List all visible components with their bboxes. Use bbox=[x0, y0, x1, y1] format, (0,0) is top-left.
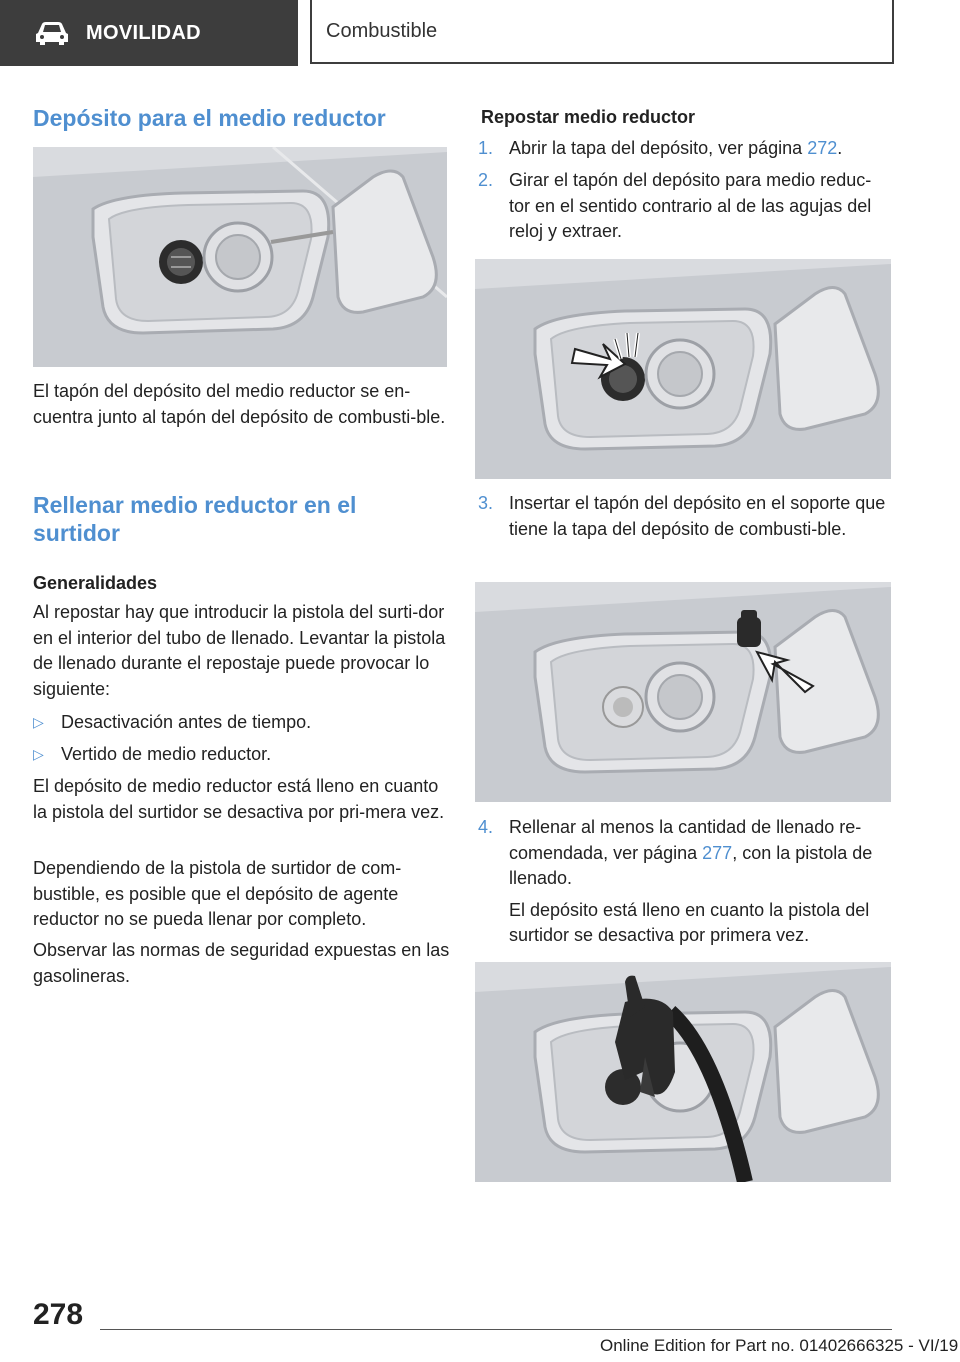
step-1 bbox=[478, 136, 892, 162]
step-number: 3. bbox=[478, 493, 494, 513]
step-number: 4. bbox=[478, 817, 494, 837]
page-number: 278 bbox=[33, 1298, 84, 1331]
page-link-277[interactable]: 277 bbox=[702, 842, 733, 863]
car-icon bbox=[34, 20, 70, 46]
step-number: 2. bbox=[478, 170, 494, 190]
section-tab bbox=[0, 0, 298, 66]
bullet-text: Desactivación antes de tiempo. bbox=[61, 712, 312, 732]
chapter-label: Combustible bbox=[326, 19, 438, 42]
list-item bbox=[33, 742, 447, 768]
step-text: Insertar el tapón del depósito en el soporte que tiene la tapa del depósito de combusti-ble. bbox=[509, 493, 886, 539]
step-note: El depósito está lleno en cuanto la pistola del surtidor se desactiva por primera vez. bbox=[509, 899, 870, 945]
footer-divider bbox=[100, 1329, 892, 1330]
refuel-heading: Repostar medio reductor bbox=[481, 107, 696, 127]
nozzle-paragraph: Dependiendo de la pistola de surtidor de com-bustible, es posible que el depósito de agente reductor no se pueda llenar por completo. bbox=[33, 858, 402, 929]
list-item bbox=[33, 710, 447, 736]
step-text: Rellenar al menos la cantidad de llenado re-comendada, ver página 277, con la pistola de llenado. El depósito está lleno en cuanto la pistola del surtidor se desactiva por primera vez. bbox=[509, 815, 892, 949]
step-3 bbox=[478, 491, 892, 542]
unscrew-cap-illustration bbox=[475, 259, 891, 479]
step-number: 1. bbox=[478, 138, 494, 158]
chapter-tab bbox=[310, 0, 894, 64]
step-2 bbox=[478, 168, 892, 245]
full-paragraph: El depósito de medio reductor está lleno en cuanto la pistola del surtidor se desactiva por pri-mera vez. bbox=[33, 776, 445, 822]
generalities-heading: Generalidades bbox=[33, 573, 158, 593]
step-text: Abrir la tapa del depósito, ver página 272. bbox=[509, 138, 843, 158]
intro-paragraph: El tapón del depósito del medio reductor se en-cuentra junto al tapón del depósito de combusti-ble. bbox=[33, 381, 446, 427]
insert-cap-illustration bbox=[475, 582, 891, 802]
reductant-cap-illustration bbox=[33, 147, 447, 367]
refill-title: Rellenar medio reductor en el surtidor bbox=[33, 492, 357, 546]
triangle-bullet-icon: ▷ bbox=[33, 746, 44, 762]
filling-nozzle-illustration bbox=[475, 962, 891, 1182]
safety-paragraph: Observar las normas de seguridad expuestas en las gasolineras. bbox=[33, 940, 450, 986]
edition-note: Online Edition for Part no. 01402666325 - VI/19 bbox=[600, 1336, 959, 1355]
step-4 bbox=[478, 815, 892, 949]
section-title: Depósito para el medio reductor bbox=[33, 105, 386, 131]
step-text: Girar el tapón del depósito para medio reduc-tor en el sentido contrario al de las agujas del reloj y extraer. bbox=[509, 170, 872, 241]
section-label: MOVILIDAD bbox=[86, 21, 201, 44]
page-link-272[interactable]: 272 bbox=[807, 138, 838, 158]
bullet-text: Vertido de medio reductor. bbox=[61, 744, 272, 764]
generalities-paragraph: Al repostar hay que introducir la pistola del surti-dor en el interior del tubo de llenado. Levantar la pistola de llenado durante el repostaje puede provocar lo siguiente: bbox=[33, 602, 446, 699]
triangle-bullet-icon: ▷ bbox=[33, 714, 44, 730]
